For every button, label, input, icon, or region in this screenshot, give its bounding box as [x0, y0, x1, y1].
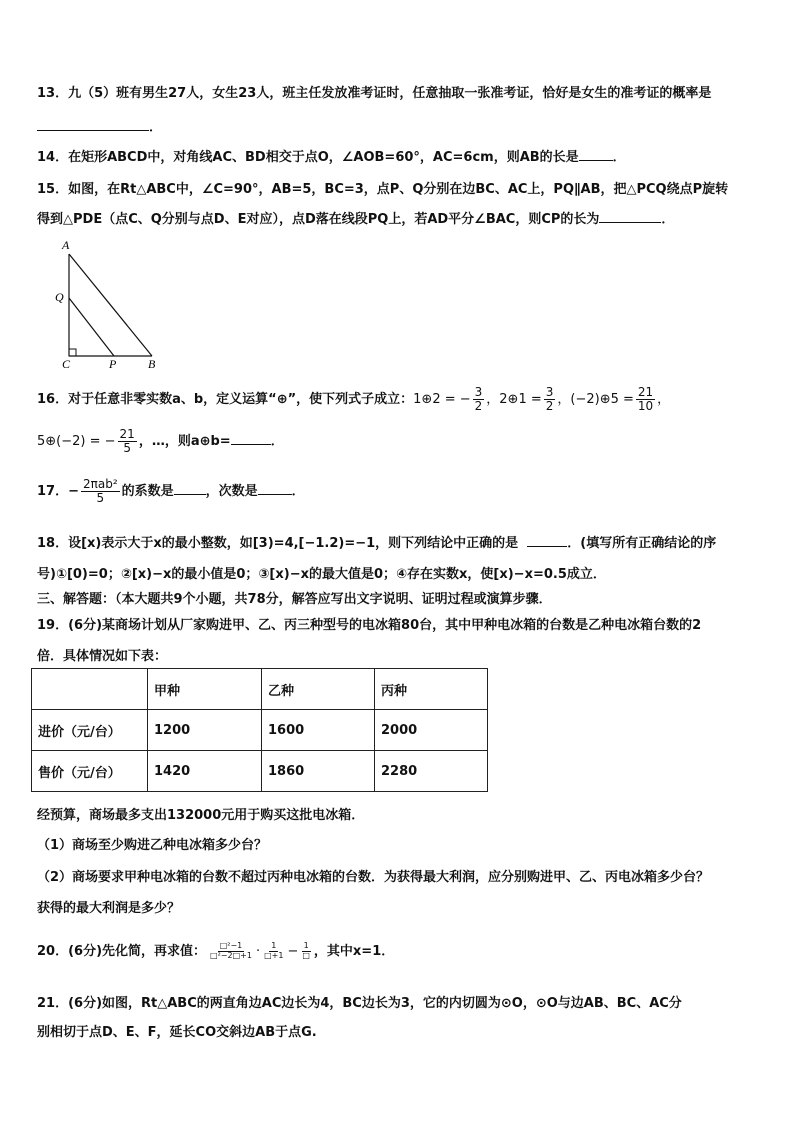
label-a: A — [62, 240, 70, 252]
table-cell: 售价（元/台） — [32, 751, 148, 792]
q19-part2b: 获得的最大利润是多少？ — [37, 901, 181, 916]
q16-line1: 16．对于任意非零实数a、b，定义运算“⊕”，使下列式子成立：1⊕2 = − $\frac{3}{2}$ ，2⊕1 = $\frac{3}{2}$ ，(−2)⊕5 = $\frac{21}{10}$ ， — [37, 385, 671, 414]
answer-blank[interactable] — [579, 146, 613, 161]
table-cell: 1200 — [148, 710, 262, 751]
q19-budget: 经预算，商场最多支出132000元用于购买这批电冰箱． — [37, 808, 365, 823]
q19-part2a: （2）商场要求甲种电冰箱的台数不超过丙种电冰箱的台数．为获得最大利润，应分别购进甲、乙、丙电冰箱多少台？ — [37, 870, 710, 885]
answer-blank[interactable] — [231, 430, 271, 445]
q14-line: 14．在矩形ABCD中，对角线AC、BD相交于点O，∠AOB=60°，AC=6cm，则AB的长是 ． — [37, 146, 626, 165]
q17-line: 17．− $\frac{\text{2πab²}}{5}$ 的系数是 ，次数是 ． — [37, 477, 305, 506]
table-cell: 乙种 — [262, 669, 375, 710]
price-table — [31, 668, 488, 792]
table-row — [32, 751, 488, 792]
triangle-figure — [50, 240, 170, 372]
answer-blank[interactable] — [258, 480, 292, 495]
q19-part1: （1）商场至少购进乙种电冰箱多少台？ — [37, 838, 268, 853]
table-cell: 2000 — [375, 710, 488, 751]
table-cell — [32, 669, 148, 710]
q18-line1: 18．设[x)表示大于x的最小整数，如[3)=4,[−1.2)=−1，则下列结论中正确的是 ．(填写所有正确结论的序 — [37, 532, 716, 551]
answer-blank[interactable] — [527, 532, 567, 547]
section-heading: 三、解答题：（本大题共9个小题，共78分，解答应写出文字说明、证明过程或演算步骤． — [37, 592, 552, 607]
q15-line1: 15．如图，在Rt△ABC中，∠C=90°，AB=5，BC=3，点P、Q分别在边BC、AC上，PQ∥AB，把△PCQ绕点P旋转 — [37, 182, 729, 197]
table-header-row — [32, 669, 488, 710]
label-q: Q — [55, 290, 64, 304]
q21-line2: 别相切于点D、E、F，延长CO交斜边AB于点G. — [37, 1025, 317, 1040]
q18-line2: 号)①[0)=0；②[x)−x的最小值是0；③[x)−x的最大值是0；④存在实数x，使[x)−x=0.5成立． — [37, 567, 606, 582]
table-cell: 1420 — [148, 751, 262, 792]
table-cell: 甲种 — [148, 669, 262, 710]
label-b: B — [148, 357, 156, 371]
answer-blank[interactable] — [37, 116, 149, 131]
table-row — [32, 710, 488, 751]
q19-line2: 倍．具体情况如下表： — [37, 649, 168, 664]
q15-line2: 得到△PDE（点C、Q分别与点D、E对应），点D落在线段PQ上，若AD平分∠BAC，则CP的长为 ． — [37, 208, 674, 227]
q20-line: 20．(6分)先化简，再求值： $\frac{\text{□²−1}}{\text{□²−2□+1}}$ · $\frac{1}{□+1}$ − $\frac{1}{□}$ ，其中x=1． — [37, 941, 395, 960]
q13-line2: ． — [37, 116, 162, 135]
answer-blank[interactable] — [599, 208, 661, 223]
label-p: P — [109, 357, 117, 371]
table-cell: 2280 — [375, 751, 488, 792]
table-cell: 进价（元/台） — [32, 710, 148, 751]
table-cell: 1600 — [262, 710, 375, 751]
q19-line1: 19．(6分)某商场计划从厂家购进甲、乙、丙三种型号的电冰箱80台，其中甲种电冰箱的台数是乙种电冰箱台数的2 — [37, 618, 702, 633]
q13-line1: 13．九（5）班有男生27人，女生23人，班主任发放准考证时，任意抽取一张准考证，恰好是女生的准考证的概率是 — [37, 86, 712, 101]
q16-line2: 5⊕(−2) = − $\frac{21}{5}$ ，…，则a⊕b= ． — [37, 427, 284, 456]
table-cell: 丙种 — [375, 669, 488, 710]
label-c: C — [62, 357, 71, 371]
table-cell: 1860 — [262, 751, 375, 792]
q21-line1: 21．(6分)如图，Rt△ABC的两直角边AC边长为4，BC边长为3，它的内切圆为⊙O，⊙O与边AB、BC、AC分 — [37, 996, 682, 1011]
answer-blank[interactable] — [174, 480, 206, 495]
